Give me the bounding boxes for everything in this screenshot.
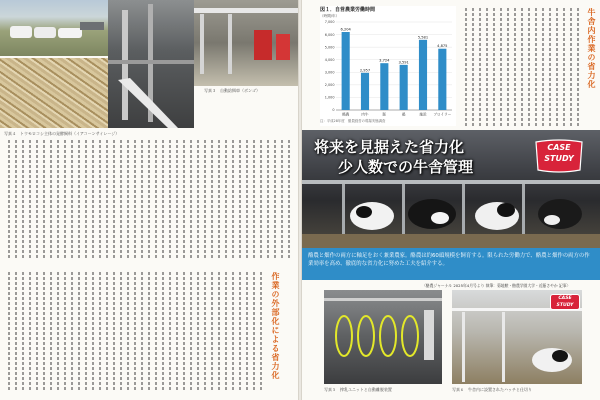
chart-unit: （時間/年） (320, 14, 340, 18)
x-tick-label: 鶏 (401, 112, 406, 117)
milking-unit-photo (324, 290, 442, 384)
left-body-text-lower (6, 272, 266, 392)
y-tick-label: 5,000 (324, 45, 335, 50)
barn-work-heading: 牛舎内作業の省力化 (587, 8, 596, 89)
bar-value-label: 3,591 (398, 60, 409, 65)
x-tick-label: 肉牛 (361, 112, 369, 117)
photo4-caption: 写真４ トウモロコシ主体の発酵飼料（イアコーンサイレージ） (4, 131, 120, 136)
bar-ブロイラー (438, 49, 446, 110)
lead-paragraph: 酪農と畑作の両方に軸足をおく兼業農家。酪農は約60頭規模を飼育する。限られた労働力で、酪農と畑作の両方の作業効率を高め、徹底的な省力化に努めた工夫を紹介する。 (302, 248, 600, 280)
bar-value-label: 3,724 (379, 58, 390, 63)
case-study-badge (534, 138, 584, 174)
corn-silage-photo (0, 58, 108, 128)
y-tick-label: 1,000 (324, 95, 335, 100)
y-tick-label: 0 (332, 108, 335, 113)
case-study-hero (302, 130, 600, 248)
bar-value-label: 6,204 (340, 27, 351, 32)
feed-outsourcing-heading: 作業の外部化による省力化 (271, 272, 280, 380)
left-page (0, 0, 298, 400)
silo-illustration (108, 0, 194, 128)
barn-hatch-photo (452, 290, 582, 384)
x-tick-label: 酪農 (342, 112, 350, 117)
left-body-text-upper (6, 140, 292, 258)
photo5-caption: 写真５ 搾乳ユニットと自動離脱装置 (324, 387, 392, 392)
small-badge-line2: STUDY (556, 302, 574, 308)
bar-施設 (419, 40, 427, 110)
credit-line: 〈酪農ジャーナル 2025年4月号より 執筆：菊地勲・酪農学園大学・近藤さやか 記事〉 (422, 283, 571, 288)
chart-note: 注：平成28年度 酪農経営の現場実態調査 (320, 119, 386, 123)
chart-plot (320, 18, 456, 122)
right-page (302, 0, 600, 400)
y-tick-label: 7,000 (324, 20, 335, 25)
silo-structure-photo (108, 0, 194, 128)
y-tick-label: 2,000 (324, 83, 335, 88)
right-body-text-upper (462, 8, 582, 126)
x-tick-label: ブロイラー (433, 112, 452, 117)
bar-酪農 (342, 32, 350, 110)
barn-interior-illustration (194, 0, 298, 86)
y-tick-label: 6,000 (324, 32, 335, 37)
bar-value-label: 4,875 (437, 44, 448, 49)
small-badge-line1: CASE (558, 296, 572, 301)
bales-illustration (0, 0, 108, 56)
bar-value-label: 5,581 (417, 35, 429, 40)
x-tick-label: 豚 (382, 112, 387, 117)
y-tick-label: 4,000 (324, 57, 335, 62)
milking-unit-illustration (324, 290, 442, 384)
x-tick-label: 施設 (419, 112, 427, 117)
feed-wagon-photo (194, 0, 298, 86)
chart-title: 図１．自営農業労働時間 (320, 7, 376, 13)
labor-hours-chart (320, 6, 456, 126)
case-title-line2: 少人数での牛舎管理 (338, 158, 474, 176)
field-bales-photo (0, 0, 108, 56)
bar-肉牛 (361, 73, 369, 110)
bar-豚 (380, 63, 388, 110)
case-title-line1: 将来を見据えた省力化 (314, 138, 465, 156)
bar-value-label: 2,957 (359, 68, 371, 73)
case-study-badge-small (550, 294, 580, 310)
photo6-caption: 写真６ 牛舎内に設置されたハッチと仕切り (452, 387, 532, 392)
badge-line1: CASE (547, 143, 571, 152)
photo3-caption: 写真３ 自動給餌車（ボンゴ） (204, 88, 260, 93)
bar-鶏 (400, 65, 408, 110)
badge-line2: STUDY (544, 154, 574, 163)
y-tick-label: 3,000 (324, 70, 335, 75)
